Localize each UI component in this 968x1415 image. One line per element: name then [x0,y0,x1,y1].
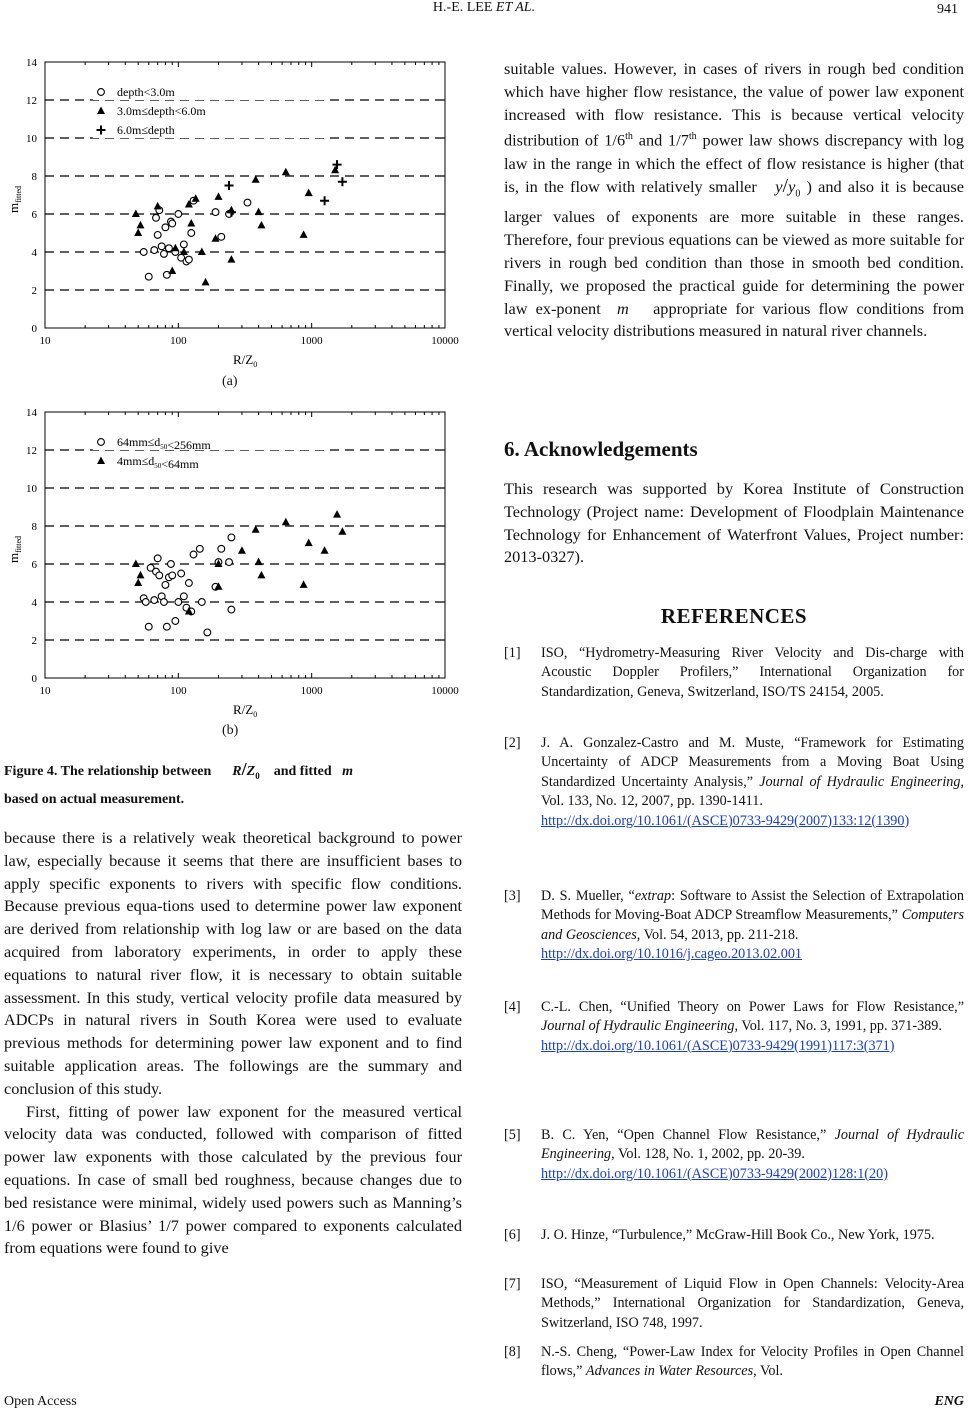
y-axis-label: $m_{fitted}$ [6,535,23,563]
data-point-circle [180,241,187,248]
y-tick-label: 12 [26,445,37,457]
paragraph: suitable values. However, in cases of rivers in rough bed condition which have higher flow resistance, the value of power law exponent increased with flow resistance. This is because vertical velocity distribution of 1/6th and 1/7th power law shows discrepancy with log law in the range in which the effect of flow resistance is higher (that is, in the flow with relatively smaller $y/y_0$ ) and also it is because larger values of exponents are more suitable in these ranges. Therefore, four previous equations can be viewed as more suitable for rivers in rough bed condition than those in smooth bed condition. Finally, we proposed the practical guide for determining the power law ex-ponent m appropriate for various flow conditions from vertical velocity distributions measured in natural river channels. [504,59,965,341]
data-point-circle [142,599,149,606]
y-tick-label: 14 [26,57,37,69]
data-point-triangle [305,189,313,197]
data-point-circle [172,618,179,625]
y-tick-label: 10 [26,483,37,495]
data-point-circle [154,232,161,239]
data-point-triangle [136,221,144,229]
data-point-circle [218,233,225,240]
data-point-triangle [300,580,308,588]
y-tick-label: 8 [31,171,37,183]
data-point-circle [163,623,170,630]
data-point-triangle [168,267,176,275]
running-header [0,0,968,16]
reference-item: [8] N.-S. Cheng, “Power-Law Index for Velocity Profiles in Open Channel flows,” Advances in Water Resources, Vol. [504,1344,964,1380]
y-tick-label: 2 [31,635,37,647]
data-point-triangle [282,518,290,526]
data-point-circle [145,623,152,630]
y-tick-label: 0 [31,323,37,335]
footer-journal: ENG [934,1394,964,1409]
x-axis-label: $R/Z_0$ [233,702,258,719]
data-point-triangle [338,527,346,535]
y-tick-label: 6 [31,209,37,221]
doi-link[interactable]: http://dx.doi.org/10.1016/j.cageo.2013.02.001 [541,946,803,963]
data-point-circle [161,251,168,258]
data-point-circle [140,249,147,256]
reference-item: [5] B. C. Yen, “Open Channel Flow Resistance,” Journal of Hydraulic Engineering, Vol. 128, No. 1, 2002, pp. 20-39. http://dx.doi.org/10.1061/(ASCE)0733-9429(2002)128:1(20) [504,1127,964,1182]
footer-open-access: Open Access [4,1394,77,1409]
x-axis-label: $R/Z_0$ [233,352,258,369]
y-tick-label: 14 [26,407,37,419]
data-point-triangle [238,546,246,554]
x-tick-label: 1000 [300,685,323,697]
reference-item: [4] C.-L. Chen, “Unified Theory on Power Laws for Flow Resistance,” Journal of Hydraulic Engineering, Vol. 117, No. 3, 1991, pp. 371-389. http://dx.doi.org/10.1061/(ASCE)0733-9429(1991)117:3(371) [504,999,964,1054]
data-point-circle [185,256,192,263]
data-point-circle [169,220,176,227]
reference-item: [2] J. A. Gonzalez-Castro and M. Muste, “Framework for Estimating Uncertainty of ADCP Measurements from a Moving Boat Using Standardized Uncertainty Analysis,” Journal of Hydraulic Engineering, Vol. 133, No. 12, 2007, pp. 1390-1411. http://dx.doi.org/10.1061/(ASCE)0733-9429(2007)133:12(1390) [504,735,964,829]
data-point-circle [185,580,192,587]
data-point-circle [166,245,173,252]
doi-link[interactable]: http://dx.doi.org/10.1061/(ASCE)0733-9429(2002)128:1(20) [541,1165,888,1182]
data-point-plus [225,181,234,190]
y-tick-label: 8 [31,521,37,533]
legend-label: 6.0m≤depth [117,123,175,137]
y-tick-label: 4 [31,597,37,609]
x-tick-label: 100 [170,335,187,347]
scatter-chart-b [0,400,470,720]
data-point-plus [320,196,329,205]
x-tick-label: 1000 [300,335,323,347]
data-point-circle [204,629,211,636]
data-point-circle [156,572,163,579]
data-point-circle [162,582,169,589]
data-point-circle [188,230,195,237]
figure-caption: Figure 4. The relationship between $R/Z_0$ and fitted m based on actual measurement. [4,759,354,807]
reference-item: [1] ISO, “Hydrometry-Measuring River Velocity and Dis-charge with Acoustic Doppler Profilers,” International Organization for Standardization, Geneva, Switzerland, ISO/TS 24154, 2005. [504,645,964,700]
doi-link[interactable]: http://dx.doi.org/10.1061/(ASCE)0733-9429(1991)117:3(371) [541,1037,895,1054]
data-point-triangle [134,579,142,587]
y-tick-label: 6 [31,559,37,571]
data-point-circle [180,593,187,600]
data-point-circle [190,551,197,558]
x-tick-label: 10000 [431,335,459,347]
data-point-plus [333,160,342,169]
data-point-circle [151,247,158,254]
y-axis-label: $m_{fitted}$ [6,185,23,213]
panel-a-label: (a) [222,374,238,389]
data-point-triangle [214,192,222,200]
data-point-circle [168,561,175,568]
header-etal: ET AL. [495,0,536,15]
data-point-circle [198,599,205,606]
x-tick-label: 10 [39,685,51,697]
left-column-text [4,827,462,1260]
data-point-triangle [132,560,140,568]
data-point-triangle [305,539,313,547]
data-point-circle [178,570,185,577]
right-column-text [504,58,964,343]
legend-marker [98,89,105,96]
data-point-circle [169,572,176,579]
data-point-circle [151,597,158,604]
data-point-circle [175,211,182,218]
data-point-circle [158,243,165,250]
data-point-plus [338,177,347,186]
legend-label: $4mm\le d_{50}<64mm$ [117,454,199,471]
data-point-triangle [300,230,308,238]
data-point-circle [244,199,251,206]
data-point-triangle [333,510,341,517]
data-point-triangle [257,221,265,229]
plot-frame [45,62,445,328]
paragraph: because there is a relatively weak theoretical background to power law, especially because it seems that there are insufficient bases to apply specific exponents to rivers with specific flow conditions. Because previous equa-tions used to determine power law exponent are derived from relationship with log law or are based on the data acquired from laboratory experiments, in order to apply these equations to natural river flow, it is necessary to obtain suitable assessment. In this study, vertical velocity profile data measured by ADCPs in natural rivers in South Korea were used to evaluate previous methods for determining power law exponent and to find suitable application areas. The followings are the summary and conclusion of this study. [4,828,462,1098]
legend-marker [98,439,105,446]
data-point-circle [175,599,182,606]
data-point-triangle [255,558,263,566]
y-tick-label: 0 [31,673,37,685]
data-point-triangle [321,546,329,554]
paragraph: First, fitting of power law exponent for the measured vertical velocity data was conducted, followed with comparison of fitted power law exponents with those calculated by the previous four equations. In case of small bed roughness, because changes due to bed resistance were minimal, widely used powers such as Manning’s 1/6 power or Blasius’ 1/7 power compared to exponents calculated from equations were found to give [4,1101,462,1258]
data-point-triangle [132,210,140,218]
data-point-circle [161,599,168,606]
data-point-triangle [282,168,290,176]
reference-item: [3] D. S. Mueller, “extrap: Software to Assist the Selection of Extrapolation Methods for Moving-Boat ADCP Streamflow Measurements,” Computers and Geosciences, Vol. 54, 2013, pp. 211-218. http://dx.doi.org/10.1016/j.cageo.2013.02.001 [504,888,964,963]
panel-b-label: (b) [222,723,239,738]
reference-item: [6] J. O. Hinze, “Turbulence,” McGraw-Hill Book Co., New York, 1975. [504,1227,935,1243]
data-point-triangle [227,255,235,263]
legend-label: $64mm\le d_{50}<256mm$ [117,435,211,452]
data-point-triangle [136,571,144,579]
data-point-triangle [134,229,142,237]
page-number: 941 [937,2,958,17]
data-point-circle [196,545,203,552]
data-point-triangle [202,278,210,286]
acknowledgements-text: This research was supported by Korea Institute of Construction Technology (Project name: Development of Floodplain Maintenance Technology for Enhancement of Waterfront Values, Project number: 2013-0327). [504,479,964,567]
legend-label: 3.0m≤depth<6.0m [117,104,206,118]
data-point-triangle [180,248,188,256]
x-tick-label: 100 [170,685,187,697]
data-point-circle [218,545,225,552]
data-point-triangle [187,219,195,227]
data-point-circle [153,214,160,221]
x-tick-label: 10 [39,335,51,347]
data-point-circle [145,273,152,280]
x-tick-label: 10000 [431,685,459,697]
data-point-triangle [154,202,162,210]
data-point-triangle [198,248,206,256]
y-tick-label: 12 [26,95,37,107]
data-point-circle [228,606,235,613]
plot-frame [45,412,445,678]
data-point-triangle [257,571,265,579]
data-point-triangle [255,208,263,216]
doi-link[interactable]: http://dx.doi.org/10.1061/(ASCE)0733-9429(2007)133:12(1390) [541,812,910,829]
y-tick-label: 4 [31,247,37,259]
data-point-circle [154,555,161,562]
legend-label: depth<3.0m [117,85,175,99]
scatter-chart-a [0,50,470,370]
reference-item: [7] ISO, “Measurement of Liquid Flow in Open Channels: Velocity-Area Methods,” International Organization for Standardization, Geneva, Switzerland, ISO 748, 1997. [504,1276,964,1331]
section-heading-acknowledgements: 6. Acknowledgements [504,437,698,461]
y-tick-label: 2 [31,285,37,297]
header-authors: H.-E. LEE [432,0,493,15]
y-tick-label: 10 [26,133,37,145]
data-point-circle [228,534,235,541]
data-point-circle [212,209,219,216]
references-heading: REFERENCES [660,604,808,628]
data-point-circle [226,559,233,566]
data-point-circle [162,224,169,231]
